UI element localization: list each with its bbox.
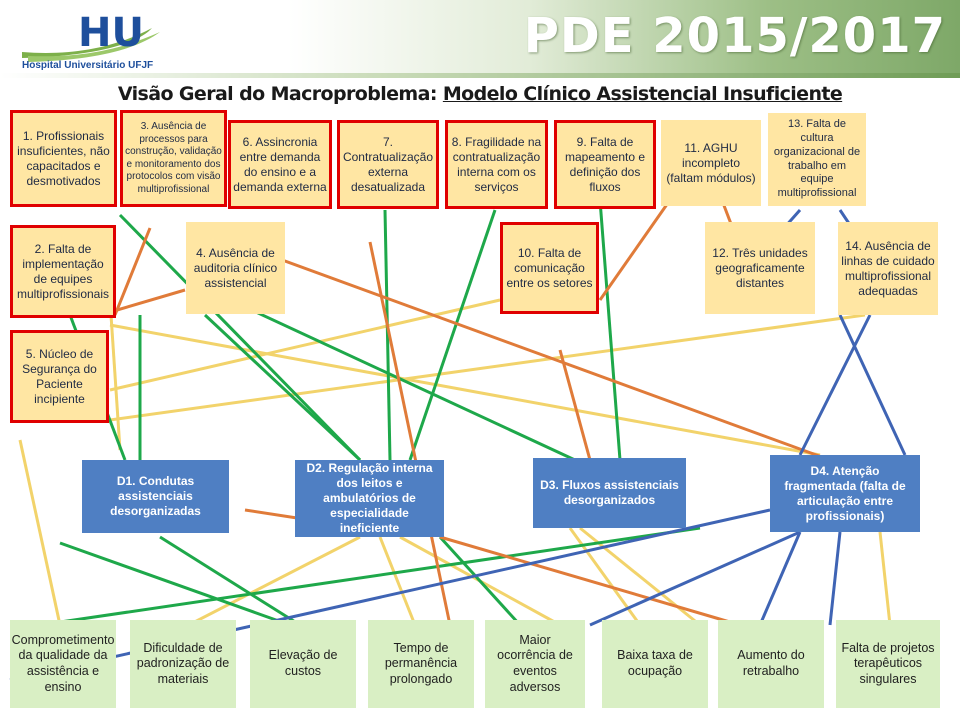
effect-box-2: Dificuldade de padronização de materiais bbox=[130, 620, 236, 708]
cause-box-d1: D1. Condutas assistenciais desorganizadas bbox=[82, 460, 229, 533]
title-prefix: Visão Geral do Macroproblema: bbox=[117, 83, 437, 105]
problem-box-1: 1. Profissionais insuficientes, não capacitados e desmotivados bbox=[10, 110, 117, 207]
effect-box-7: Aumento do retrabalho bbox=[718, 620, 824, 708]
problem-box-11: 11. AGHU incompleto (faltam módulos) bbox=[661, 120, 761, 206]
connector-line bbox=[600, 200, 670, 300]
connector-line bbox=[410, 210, 495, 460]
problem-box-2: 2. Falta de implementação de equipes multiprofissionais bbox=[10, 225, 116, 318]
connector-line bbox=[20, 440, 60, 625]
connector-line bbox=[370, 242, 450, 625]
problem-box-6: 6. Assincronia entre demanda do ensino e a demanda externa bbox=[228, 120, 332, 209]
problem-box-13: 13. Falta de cultura organizacional de trabalho em equipe multiprofissional bbox=[768, 113, 866, 206]
effect-box-1: Comprometimento da qualidade da assistência e ensino bbox=[10, 620, 116, 708]
effect-box-4: Tempo de permanência prolongado bbox=[368, 620, 474, 708]
problem-box-4: 4. Ausência de auditoria clínico assistencial bbox=[186, 222, 285, 314]
effect-box-3: Elevação de custos bbox=[250, 620, 356, 708]
connector-line bbox=[800, 315, 870, 455]
connector-line bbox=[40, 528, 700, 625]
connector-line bbox=[380, 537, 415, 625]
slide-title: PDE 2015/2017 bbox=[523, 8, 946, 64]
connector-line bbox=[880, 532, 890, 625]
cause-box-d2: D2. Regulação interna dos leitos e ambulatórios de especialidade ineficiente bbox=[295, 460, 444, 537]
connector-line bbox=[110, 325, 820, 455]
problem-box-7: 7. Contratualização externa desatualizada bbox=[337, 120, 439, 209]
problem-box-9: 9. Falta de mapeamento e definição dos fluxos bbox=[554, 120, 656, 209]
effect-box-5: Maior ocorrência de eventos adversos bbox=[485, 620, 585, 708]
effect-box-8: Falta de projetos terapêuticos singulares bbox=[836, 620, 940, 708]
cause-box-d3: D3. Fluxos assistenciais desorganizados bbox=[533, 458, 686, 528]
problem-box-3: 3. Ausência de processos para construção, validação e monitoramento dos protocolos com visão multiprofissional bbox=[120, 110, 227, 207]
connector-line bbox=[600, 200, 620, 460]
connector-line bbox=[160, 537, 300, 625]
logo-text: HU bbox=[78, 10, 144, 56]
connector-line bbox=[110, 300, 500, 390]
problem-box-5: 5. Núcleo de Segurança do Paciente incipiente bbox=[10, 330, 109, 423]
connector-line bbox=[830, 532, 840, 625]
problem-box-12: 12. Três unidades geograficamente distantes bbox=[705, 222, 815, 314]
effect-box-6: Baixa taxa de ocupação bbox=[602, 620, 708, 708]
cause-box-d4: D4. Atenção fragmentada (falta de articulação entre profissionais) bbox=[770, 455, 920, 532]
connector-line bbox=[840, 315, 905, 455]
problem-box-8: 8. Fragilidade na contratualização interna com os serviços bbox=[445, 120, 548, 209]
title-main: Modelo Clínico Assistencial Insuficiente bbox=[442, 83, 843, 105]
problem-box-14: 14. Ausência de linhas de cuidado multiprofissional adequadas bbox=[838, 222, 938, 315]
connector-line bbox=[60, 543, 290, 625]
problem-box-10: 10. Falta de comunicação entre os setores bbox=[500, 222, 599, 314]
logo-subtitle: Hospital Universitário UFJF bbox=[22, 60, 154, 70]
